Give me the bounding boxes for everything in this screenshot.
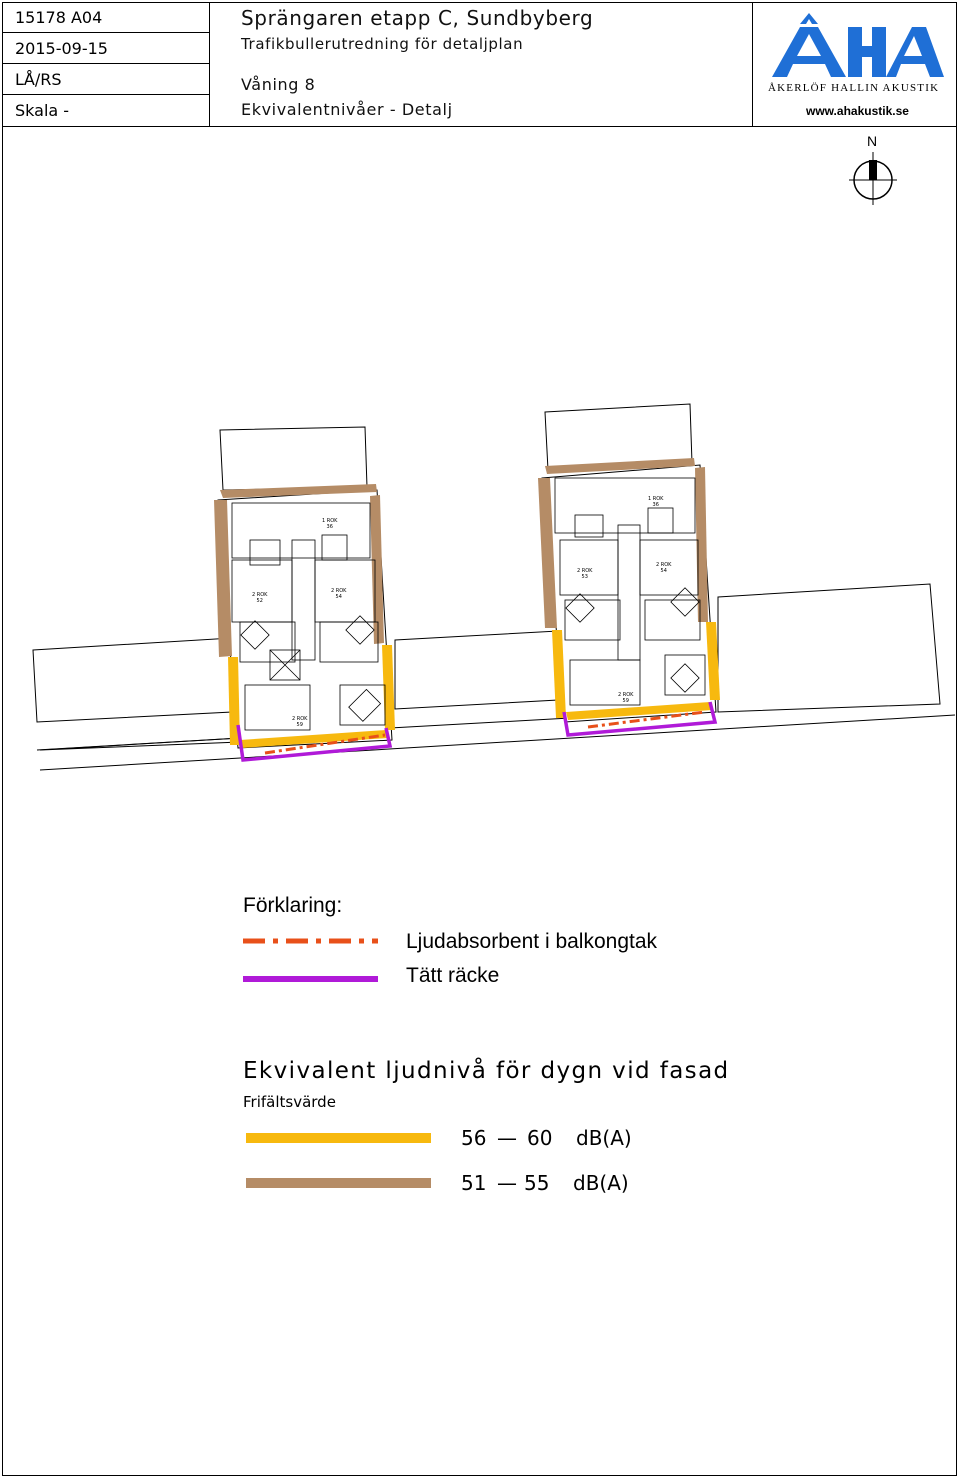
levels-title: Ekvivalent ljudnivå för dygn vid fasad <box>243 1058 730 1084</box>
legend-label-railing: Tätt räcke <box>406 964 500 987</box>
drawing-date: 2015-09-15 <box>2 33 209 64</box>
level-51-55-swatch <box>246 1178 431 1188</box>
company-name: ÅKERLÖF HALLIN AKUSTIK <box>768 82 940 94</box>
apartment-label: 2 ROK 59 <box>292 716 308 728</box>
level-to: 60 <box>527 1126 553 1150</box>
apartment-label: 2 ROK 54 <box>331 588 347 600</box>
apartment-label: 2 ROK 53 <box>577 568 593 580</box>
legend-title: Förklaring: <box>243 894 343 917</box>
apartment-label: 2 ROK 59 <box>618 692 634 704</box>
level-56-60-swatch <box>246 1133 431 1143</box>
company-url[interactable]: www.ahakustik.se <box>806 104 909 118</box>
drawing-initials: LÅ/RS <box>2 64 209 95</box>
project-number: 15178 A04 <box>2 2 209 33</box>
legend-label-absorbent: Ljudabsorbent i balkongtak <box>406 930 658 953</box>
apartment-label: 1 ROK 36 <box>648 496 664 508</box>
north-label: N <box>867 133 878 149</box>
project-title: Sprängaren etapp C, Sundbyberg <box>241 6 594 30</box>
level-from: 56 <box>461 1126 487 1150</box>
drawing-scale: Skala - <box>15 101 70 120</box>
apartment-label: 1 ROK 36 <box>322 518 338 530</box>
subject-title: Trafikbullerutredning för detaljplan <box>241 35 524 53</box>
floor-title: Våning 8 <box>241 75 316 94</box>
content-title: Ekvivalentnivåer - Detalj <box>241 100 453 119</box>
level-to: 55 <box>524 1171 550 1195</box>
apartment-label: 2 ROK 54 <box>656 562 672 574</box>
levels-subtitle: Frifältsvärde <box>243 1093 336 1111</box>
level-unit: dB(A) <box>573 1171 629 1195</box>
level-unit: dB(A) <box>576 1126 632 1150</box>
level-dash: — <box>497 1126 517 1150</box>
level-dash: — <box>497 1171 517 1195</box>
apartment-label: 2 ROK 52 <box>252 592 268 604</box>
level-from: 51 <box>461 1171 487 1195</box>
